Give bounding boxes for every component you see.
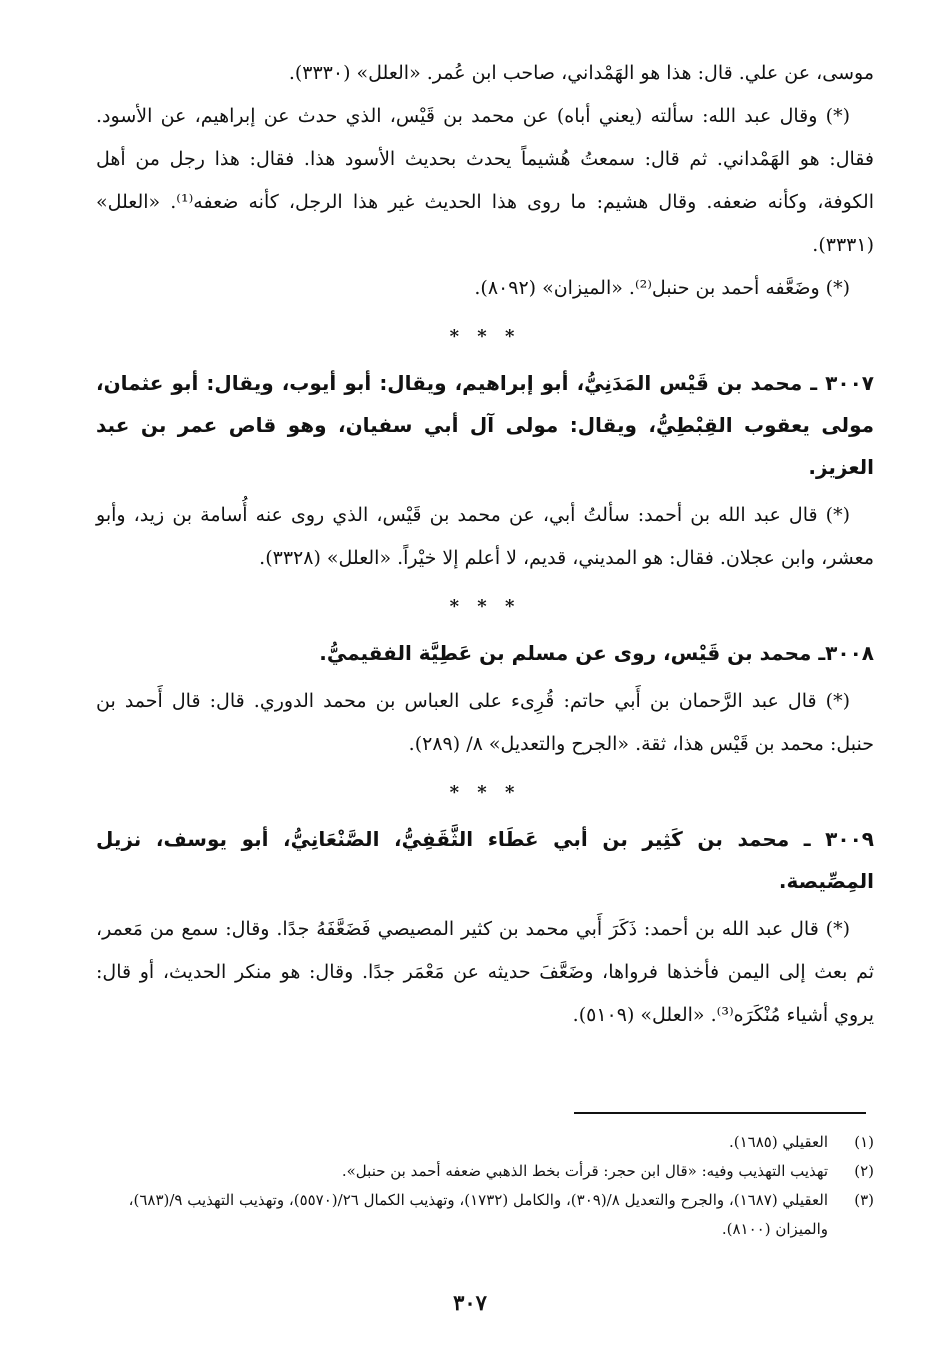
paragraph-abdullah-narration: (*) وقال عبد الله: سألته (يعني أباه) عن محمد بن قَيْس، الذي حدث عن إبراهيم، عن الأسود. فقال: هو الهَمْداني. ثم قال: سمعتُ هُشيماً يحدث بحديث الأسود هذا. فقال: هذا رجل من أهل الكوفة، وكأنه ضعفه. وقال هشيم: ما روى هذا الحديث غير هذا الرجل، كأنه ضعفه⁽¹⁾. «العلل» (٣٣٣١). bbox=[96, 105, 874, 256]
section-separator: * * * bbox=[449, 782, 521, 803]
footnote-text: العقيلي (١٦٨٧)، والجرح والتعديل ٨/(٣٠٩)، والكامل (١٧٣٢)، وتهذيب الكمال ٢٦/(٥٥٧٠)، وتهذيب التهذيب ٩/(٦٨٣)، والميزان (٨١٠٠). bbox=[128, 1191, 828, 1238]
footnote-text: العقيلي (١٦٨٥). bbox=[728, 1133, 828, 1151]
footnote-divider bbox=[574, 1112, 866, 1114]
section-separator: * * * bbox=[449, 596, 521, 617]
main-text bbox=[96, 52, 874, 1037]
paragraph-continuation: موسى، عن علي. قال: هذا هو الهَمْداني، صاحب ابن عُمر. «العلل» (٣٣٣٠). bbox=[288, 62, 874, 84]
entry-text-3007: (*) قال عبد الله بن أحمد: سألتُ أبي، عن محمد بن قَيْس، الذي روى عنه أُسامة بن زيد، وأبو معشر، وابن عجلان. فقال: هو المديني، قديم، لا أعلم إلا خيْراً. «العلل» (٣٣٢٨). bbox=[96, 504, 874, 569]
footnote-number: (٣) bbox=[854, 1191, 874, 1209]
entry-heading-3007: ٣٠٠٧ ـ محمد بن قَيْس المَدَنِيُّ، أبو إبراهيم، ويقال: أبو أيوب، ويقال: أبو عثمان، مولى يعقوب القِبْطِيُّ، ويقال: مولى آل أبي سفيان، وهو قاص عمر بن عبد العزيز. bbox=[96, 371, 874, 479]
footnote-3 bbox=[90, 1186, 874, 1244]
footnote-number: (١) bbox=[854, 1133, 874, 1151]
entry-heading-3009: ٣٠٠٩ ـ محمد بن كَثِير بن أبي عَطَاء الثَّقَفِيُّ، الصَّنْعَانِيُّ، أبو يوسف، نزيل المِصِّيصة. bbox=[96, 827, 874, 893]
entry-heading-3008: ٣٠٠٨ـ محمد بن قَيْس، روى عن مسلم بن عَطِيَّة الفقيميُّ. bbox=[319, 641, 874, 665]
footnote-number: (٢) bbox=[854, 1162, 874, 1180]
footnote-2 bbox=[90, 1157, 874, 1186]
footnote-text: تهذيب التهذيب وفيه: «قال ابن حجر: قرأت بخط الذهبي ضعفه أحمد بن حنبل». bbox=[341, 1162, 828, 1180]
section-separator: * * * bbox=[449, 326, 521, 347]
page-number: ٣٠٧ bbox=[453, 1290, 487, 1315]
paragraph-weakened-note: (*) وضَعَّفه أحمد بن حنبل⁽²⁾. «الميزان» (٨٠٩٢). bbox=[474, 277, 850, 299]
entry-text-3009: (*) قال عبد الله بن أحمد: ذَكَرَ أَبي محمد بن كثير المصيصي فَضَعَّفَهُ جدًا. وقال: سمع من مَعمر، ثم بعث إلى اليمن فأخذها فرواها، وضَعَّفَ حديثه عن مَعْمَر جدًا. وقال: هو منكر الحديث، أو قال: يروي أشياء مُنْكَرَه⁽³⁾. «العلل» (٥١٠٩). bbox=[96, 918, 874, 1026]
footnote-1 bbox=[90, 1128, 874, 1157]
footnotes bbox=[90, 1128, 874, 1244]
entry-text-3008: (*) قال عبد الرَّحمان بن أَبي حاتم: قُرِىء على العباس بن محمد الدوري. قال: قال أَحمد بن حنبل: محمد بن قَيْس هذا، ثقة. «الجرح والتعديل» ٨/ (٢٨٩). bbox=[96, 690, 874, 755]
